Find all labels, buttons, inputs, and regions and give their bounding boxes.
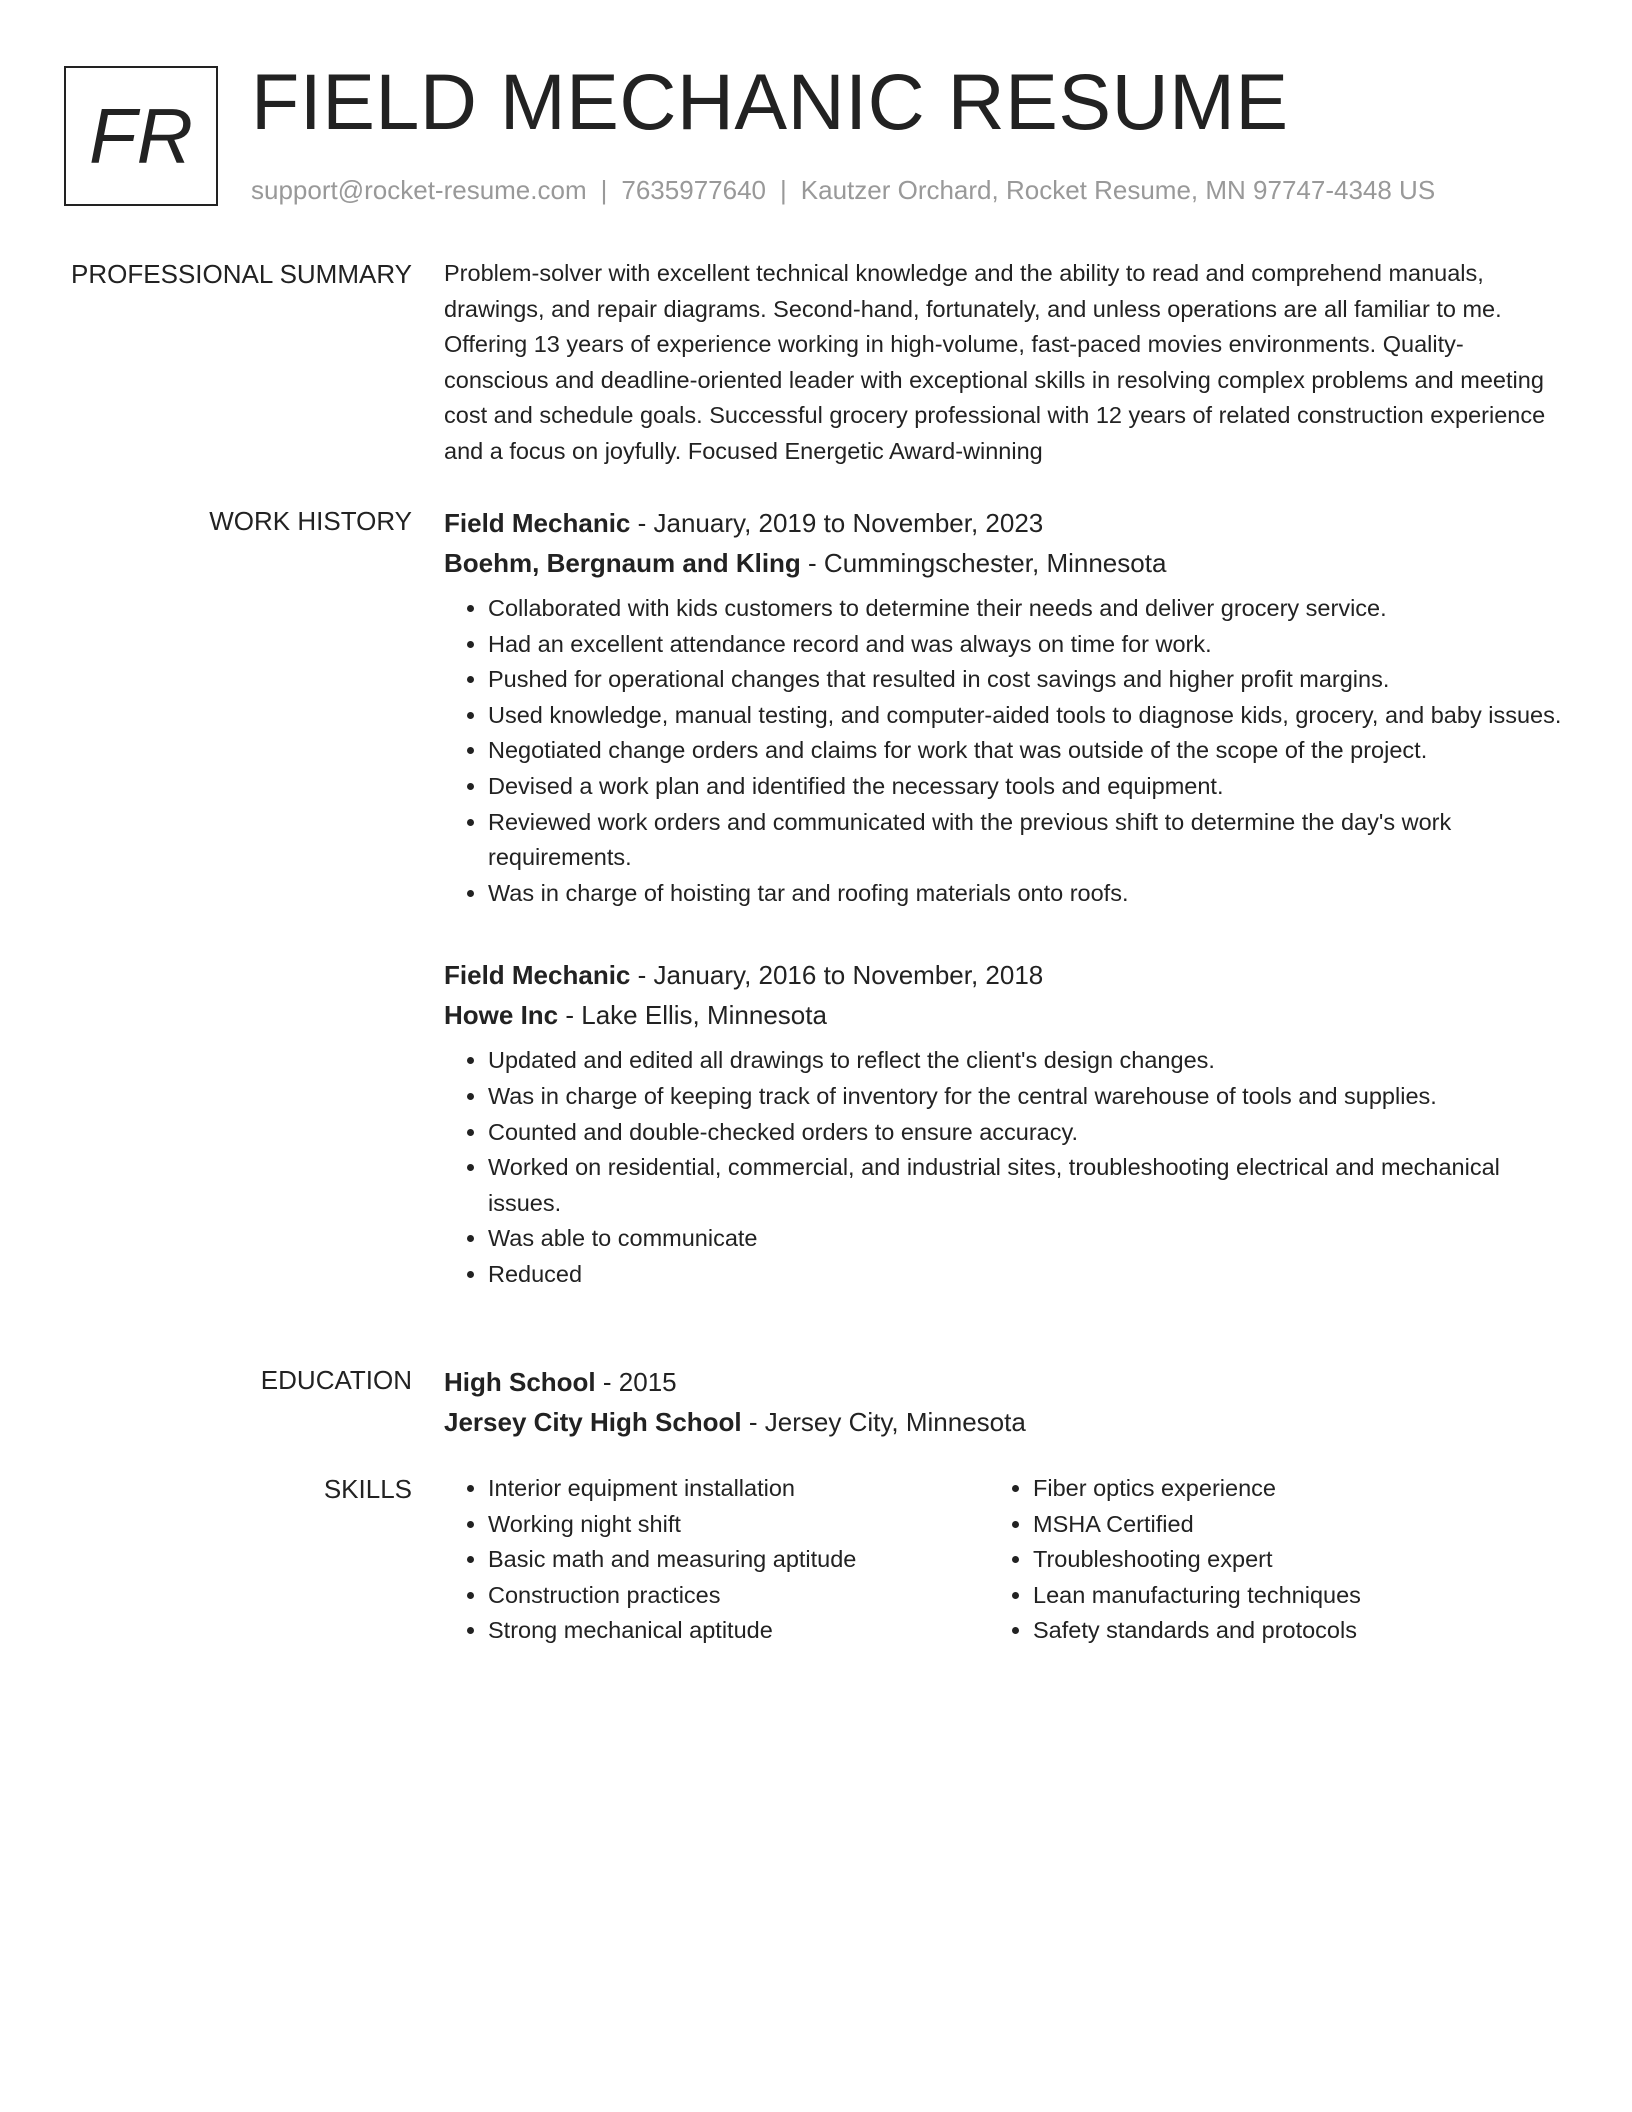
list-item: • Negotiated change orders and claims for work that was outside of the scope of the project. [488, 733, 1564, 769]
education-heading: EDUCATION [260, 1365, 412, 1395]
skill-item: • MSHA Certified [1033, 1507, 1361, 1543]
job-company-line [444, 995, 1564, 1035]
summary-heading: PROFESSIONAL SUMMARY [71, 259, 412, 289]
skill-item: • Fiber optics experience [1033, 1471, 1361, 1507]
job-company: Boehm, Bergnaum and Kling [444, 548, 801, 578]
skills-column-left [444, 1471, 989, 1649]
jobs-list [444, 503, 1564, 1337]
education-degree: High School [444, 1367, 596, 1397]
skill-item: • Safety standards and protocols [1033, 1613, 1361, 1649]
list-item: • Reduced [488, 1257, 1564, 1293]
work-history-heading: WORK HISTORY [209, 506, 412, 536]
list-item: • Counted and double-checked orders to ensure accuracy. [488, 1115, 1564, 1151]
job-title-line [444, 503, 1564, 543]
list-item: • Had an excellent attendance record and was always on time for work. [488, 627, 1564, 663]
skills-column-right [989, 1471, 1361, 1649]
skill-item: • Construction practices [488, 1578, 989, 1614]
job-location: - Cummingschester, Minnesota [800, 548, 1167, 578]
job-location: - Lake Ellis, Minnesota [558, 1000, 827, 1031]
contact-phone: 7635977640 [621, 175, 766, 205]
contact-separator: | [600, 175, 608, 205]
list-item: • Devised a work plan and identified the necessary tools and equipment. [488, 769, 1564, 805]
list-item: • Was in charge of hoisting tar and roofing materials onto roofs. [488, 876, 1564, 912]
list-item: • Collaborated with kids customers to determine their needs and deliver grocery service. [488, 591, 1564, 627]
job-title-line [444, 955, 1564, 995]
list-item: • Updated and edited all drawings to reflect the client's design changes. [488, 1043, 1564, 1079]
job-entry [444, 503, 1564, 911]
job-entry [444, 955, 1564, 1292]
skills-columns [444, 1471, 1564, 1649]
list-item: • Used knowledge, manual testing, and computer-aided tools to diagnose kids, grocery, and baby issues. [488, 698, 1564, 734]
education-location: - Jersey City, Minnesota [741, 1407, 1026, 1437]
contact-email: support@rocket-resume.com [251, 175, 587, 205]
list-item: • Pushed for operational changes that resulted in cost savings and higher profit margins. [488, 662, 1564, 698]
skill-item: • Basic math and measuring aptitude [488, 1542, 989, 1578]
skill-item: • Troubleshooting expert [1033, 1542, 1361, 1578]
contact-separator: | [780, 175, 787, 205]
job-title: Field Mechanic [444, 508, 631, 538]
resume-title: FIELD MECHANIC RESUME [251, 57, 1289, 146]
job-title: Field Mechanic [444, 960, 631, 991]
skill-item: • Interior equipment installation [488, 1471, 989, 1507]
education-school-line [444, 1402, 1564, 1442]
skill-item: • Working night shift [488, 1507, 989, 1543]
job-dates: - January, 2019 to November, 2023 [630, 508, 1044, 538]
job-bullets [444, 1043, 1564, 1292]
education-year: - 2015 [595, 1367, 677, 1397]
list-item: • Was in charge of keeping track of inventory for the central warehouse of tools and supplies. [488, 1079, 1564, 1115]
job-dates: - January, 2016 to November, 2018 [630, 960, 1044, 991]
education-school: Jersey City High School [444, 1407, 742, 1437]
summary-text: Problem-solver with excellent technical knowledge and the ability to read and comprehend manuals, drawings, and repair diagrams. Second-hand, fortunately, and unless operations are all familiar to me. Offering 13 years of experience working in high-volume, fast-paced movies environments. Quality-conscious and deadline-oriented leader with exceptional skills in resolving complex problems and meeting cost and schedule goals. Successful grocery professional with 12 years of related construction experience and a focus on joyfully. Focused Energetic Award-winning [444, 260, 1546, 464]
list-item: • Worked on residential, commercial, and industrial sites, troubleshooting electrical and mechanical issues. [488, 1150, 1564, 1221]
skill-item: • Lean manufacturing techniques [1033, 1578, 1361, 1614]
skill-item: • Strong mechanical aptitude [488, 1613, 989, 1649]
job-company: Howe Inc [444, 1000, 559, 1031]
monogram: FR [64, 66, 218, 206]
list-item: • Was able to communicate [488, 1221, 1564, 1257]
job-company-line [444, 543, 1564, 583]
contact-line [251, 172, 1435, 208]
list-item: • Reviewed work orders and communicated with the previous shift to determine the day's work requirements. [488, 805, 1564, 876]
education-degree-line [444, 1362, 1564, 1402]
skills-heading: SKILLS [323, 1474, 412, 1504]
contact-address: Kautzer Orchard, Rocket Resume, MN 97747-4348 US [800, 175, 1436, 205]
job-bullets [444, 591, 1564, 911]
